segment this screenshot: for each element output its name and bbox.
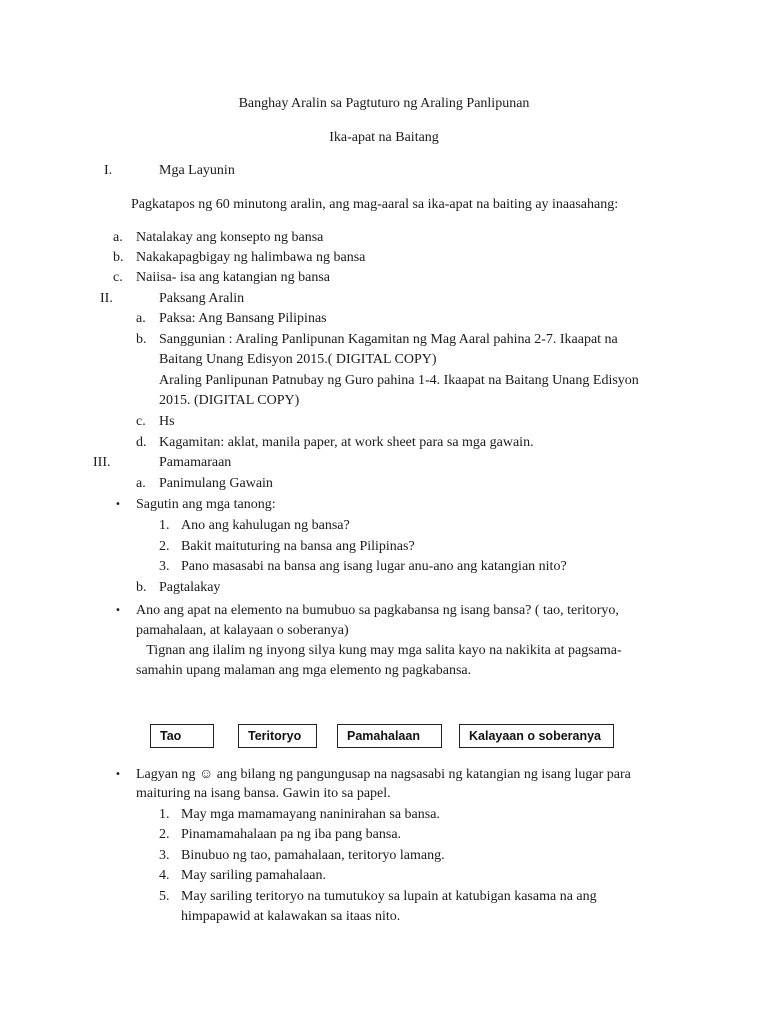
list-item: Naiisa- isa ang katangian ng bansa: [136, 270, 330, 285]
question-number: 2.: [159, 539, 170, 554]
statement-text: May sariling teritoryo na tumutukoy sa lupain at katubigan kasama na ang: [181, 889, 597, 904]
bullet-text: Ano ang apat na elemento na bumubuo sa pagkabansa ng isang bansa? ( tao, teritoryo,: [136, 603, 619, 618]
list-item: Kagamitan: aklat, manila paper, at work sheet para sa mga gawain.: [159, 435, 534, 450]
bullet-marker: •: [115, 499, 121, 510]
section-number: II.: [100, 291, 113, 306]
list-marker: c.: [113, 270, 123, 285]
document-title: Banghay Aralin sa Pagtuturo ng Araling Panlipunan: [238, 96, 530, 111]
bullet-text: Sagutin ang mga tanong:: [136, 497, 276, 512]
reference-line: Sanggunian : Araling Panlipunan Kagamitan ng Mag Aaral pahina 2-7. Ikaapat na: [159, 332, 618, 347]
bullet-text: Lagyan ng ☺ ang bilang ng pangungusap na nagsasabi ng katangian ng isang lugar para: [136, 767, 631, 782]
section-heading: Paksang Aralin: [159, 291, 245, 306]
bullet-text: pamahalaan, at kalayaan o soberanya): [136, 623, 349, 638]
word-box-tao: Tao: [150, 724, 214, 748]
reference-line: Baitang Unang Edisyon 2015.( DIGITAL COPY): [159, 352, 437, 367]
bullet-text: samahin upang malaman ang mga elemento ng pagkabansa.: [136, 663, 472, 678]
statement-text: May sariling pamahalaan.: [181, 868, 327, 883]
statement-number: 5.: [159, 889, 170, 904]
statement-number: 4.: [159, 868, 170, 883]
list-item: Natalakay ang konsepto ng bansa: [136, 230, 324, 245]
word-box-teritoryo: Teritoryo: [238, 724, 317, 748]
bullet-marker: •: [115, 769, 121, 780]
statement-text: Pinamamahalaan pa ng iba pang bansa.: [181, 827, 402, 842]
statement-number: 2.: [159, 827, 170, 842]
statement-text: May mga mamamayang naninirahan sa bansa.: [181, 807, 440, 822]
bullet-marker: •: [115, 605, 121, 616]
section-number: III.: [93, 455, 111, 470]
bullet-text: maituring na isang bansa. Gawin ito sa papel.: [136, 786, 391, 801]
list-marker: c.: [136, 414, 146, 429]
list-item: Hs: [159, 414, 175, 429]
list-item: Panimulang Gawain: [159, 476, 273, 491]
statement-number: 1.: [159, 807, 170, 822]
section-intro: Pagkatapos ng 60 minutong aralin, ang mag-aaral sa ika-apat na baiting ay inaasahang:: [131, 197, 619, 212]
statement-text: himpapawid at kalawakan sa itaas nito.: [181, 909, 401, 924]
word-box-kalayaan: Kalayaan o soberanya: [459, 724, 614, 748]
list-item: Nakakapagbigay ng halimbawa ng bansa: [136, 250, 366, 265]
section-heading: Mga Layunin: [159, 163, 235, 178]
list-marker: d.: [136, 435, 147, 450]
document-subtitle: Ika-apat na Baitang: [329, 130, 439, 145]
section-number: I.: [104, 163, 113, 178]
question-text: Pano masasabi na bansa ang isang lugar anu-ano ang katangian nito?: [181, 559, 567, 574]
bullet-text: Tignan ang ilalim ng inyong silya kung may mga salita kayo na nakikita at pagsama-: [136, 643, 622, 658]
word-box-pamahalaan: Pamahalaan: [337, 724, 442, 748]
list-item: Paksa: Ang Bansang Pilipinas: [159, 311, 327, 326]
question-text: Ano ang kahulugan ng bansa?: [181, 518, 350, 533]
list-marker: a.: [136, 311, 146, 326]
list-marker: a.: [113, 230, 123, 245]
question-text: Bakit maituturing na bansa ang Pilipinas?: [181, 539, 415, 554]
list-marker: b.: [113, 250, 124, 265]
list-item: Pagtalakay: [159, 580, 221, 595]
section-heading: Pamamaraan: [159, 455, 232, 470]
question-number: 1.: [159, 518, 170, 533]
list-marker: a.: [136, 476, 146, 491]
list-marker: b.: [136, 332, 147, 347]
reference-line: Araling Panlipunan Patnubay ng Guro pahina 1-4. Ikaapat na Baitang Unang Edisyon: [159, 373, 639, 388]
statement-number: 3.: [159, 848, 170, 863]
reference-line: 2015. (DIGITAL COPY): [159, 393, 300, 408]
question-number: 3.: [159, 559, 170, 574]
statement-text: Binubuo ng tao, pamahalaan, teritoryo lamang.: [181, 848, 445, 863]
list-marker: b.: [136, 580, 147, 595]
